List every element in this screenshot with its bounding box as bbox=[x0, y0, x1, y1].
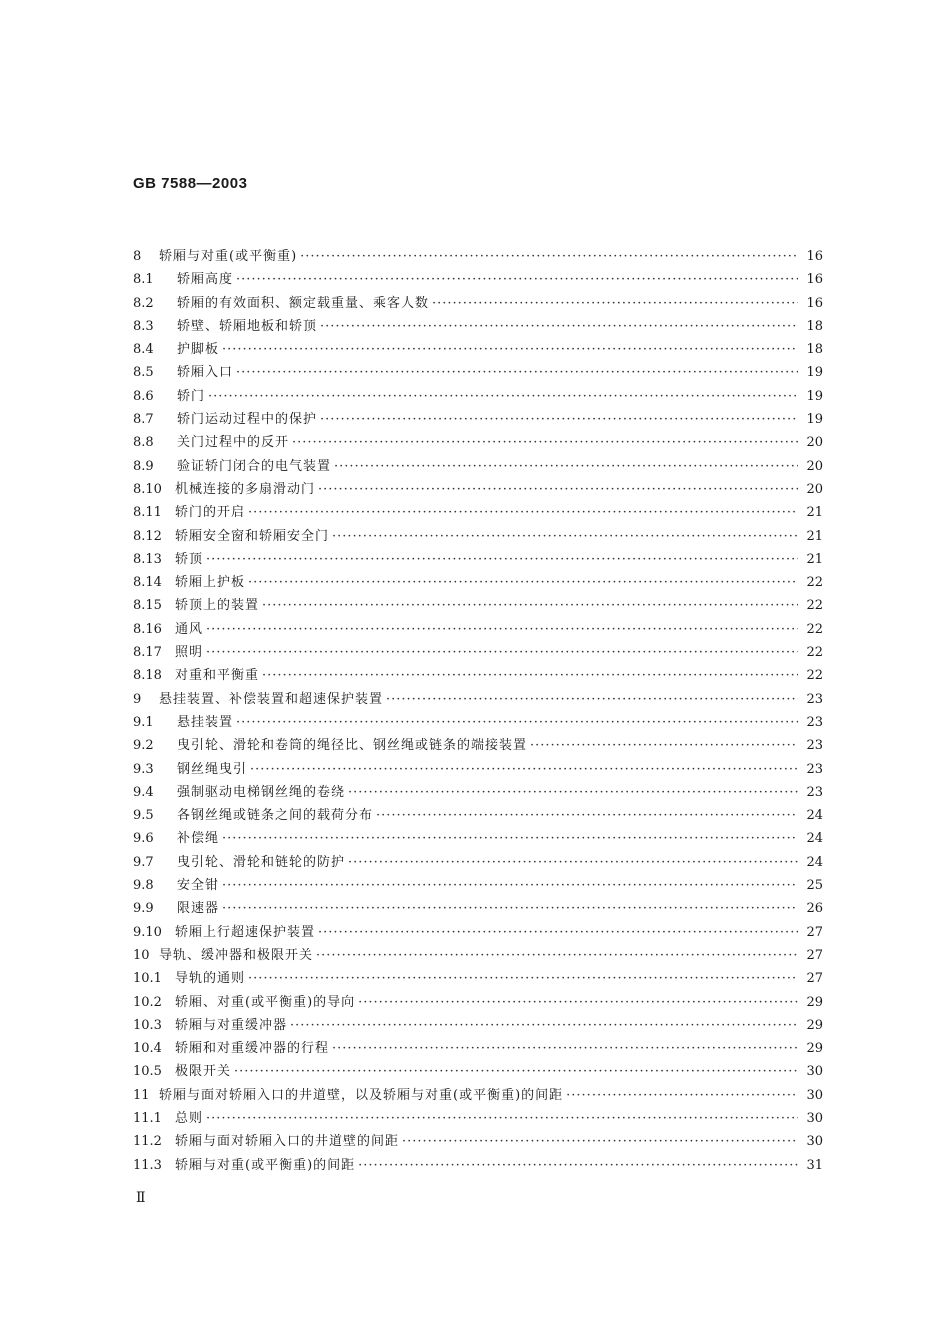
toc-entry-title: 照明 bbox=[175, 645, 204, 661]
toc-dot-leader bbox=[250, 762, 798, 777]
toc-entry[interactable] bbox=[133, 641, 823, 664]
toc-dot-leader bbox=[208, 389, 798, 404]
toc-entry-page: 23 bbox=[806, 691, 823, 707]
toc-entry-number: 8.11 bbox=[133, 505, 162, 521]
toc-entry-title: 轿壁、轿厢地板和轿顶 bbox=[177, 318, 318, 334]
toc-entry[interactable] bbox=[133, 1037, 823, 1060]
toc-entry-title: 机械连接的多扇滑动门 bbox=[175, 481, 316, 497]
toc-entry-title: 轿顶上的装置 bbox=[175, 598, 260, 614]
toc-entry-page: 24 bbox=[806, 831, 823, 847]
toc-entry-page: 21 bbox=[806, 528, 823, 544]
toc-dot-leader bbox=[566, 1088, 798, 1103]
toc-dot-leader bbox=[262, 668, 798, 683]
toc-dot-leader bbox=[320, 412, 798, 427]
toc-entry[interactable] bbox=[133, 921, 823, 944]
toc-entry-page: 25 bbox=[806, 878, 823, 894]
toc-entry-number: 10.4 bbox=[133, 1041, 162, 1057]
toc-entry-page: 16 bbox=[806, 249, 823, 264]
toc-entry[interactable] bbox=[133, 664, 823, 687]
toc-entry[interactable] bbox=[133, 897, 823, 920]
toc-entry-number: 9.4 bbox=[133, 784, 154, 800]
toc-entry-page: 31 bbox=[806, 1157, 823, 1173]
toc-entry-number: 8.1 bbox=[133, 272, 154, 288]
toc-entry-number: 8.10 bbox=[133, 481, 162, 497]
toc-entry-title: 关门过程中的反开 bbox=[177, 435, 290, 451]
toc-entry-title: 钢丝绳曳引 bbox=[177, 761, 248, 777]
toc-entry[interactable] bbox=[133, 385, 823, 408]
toc-dot-leader bbox=[206, 645, 798, 660]
toc-dot-leader bbox=[222, 901, 798, 916]
toc-dot-leader bbox=[318, 482, 798, 497]
toc-entry-number: 10.5 bbox=[133, 1064, 162, 1080]
toc-entry-page: 27 bbox=[806, 924, 823, 940]
toc-entry[interactable] bbox=[133, 268, 823, 291]
toc-entry-title: 轿门的开启 bbox=[175, 505, 246, 521]
toc-entry-title: 轿厢与面对轿厢入口的井道壁的间距 bbox=[175, 1134, 400, 1150]
toc-dot-leader bbox=[248, 505, 798, 520]
toc-entry-title: 轿厢与对重缓冲器 bbox=[175, 1017, 288, 1033]
toc-entry[interactable] bbox=[133, 1154, 823, 1177]
toc-entry[interactable] bbox=[133, 734, 823, 757]
toc-dot-leader bbox=[334, 459, 798, 474]
toc-entry-title: 极限开关 bbox=[175, 1064, 232, 1080]
toc-dot-leader bbox=[318, 925, 798, 940]
toc-dot-leader bbox=[222, 878, 798, 893]
toc-dot-leader bbox=[332, 1041, 798, 1056]
toc-entry-number: 8.17 bbox=[133, 645, 162, 661]
toc-entry-page: 19 bbox=[806, 365, 823, 381]
toc-dot-leader bbox=[386, 692, 798, 707]
toc-entry-page: 27 bbox=[806, 971, 823, 987]
toc-entry[interactable] bbox=[133, 525, 823, 548]
table-of-contents bbox=[133, 245, 823, 1177]
toc-entry-title: 曳引轮、滑轮和链轮的防护 bbox=[177, 854, 346, 870]
toc-entry-number: 8.8 bbox=[133, 435, 154, 451]
toc-entry-page: 23 bbox=[806, 738, 823, 754]
toc-entry[interactable] bbox=[133, 292, 823, 315]
toc-entry-number: 9.10 bbox=[133, 924, 162, 940]
toc-entry[interactable] bbox=[133, 711, 823, 734]
toc-entry-number: 8 bbox=[133, 249, 142, 264]
toc-entry-number: 9.6 bbox=[133, 831, 154, 847]
toc-entry-number: 11.1 bbox=[133, 1110, 162, 1126]
toc-dot-leader bbox=[222, 342, 798, 357]
toc-dot-leader bbox=[320, 319, 798, 334]
standard-number: GB 7588—2003 bbox=[133, 175, 248, 192]
toc-entry-number: 8.5 bbox=[133, 365, 154, 381]
toc-entry[interactable] bbox=[133, 1014, 823, 1037]
toc-entry-number: 8.3 bbox=[133, 318, 154, 334]
toc-entry[interactable] bbox=[133, 874, 823, 897]
toc-entry-number: 8.13 bbox=[133, 551, 162, 567]
toc-entry-number: 8.9 bbox=[133, 458, 154, 474]
toc-entry-page: 19 bbox=[806, 412, 823, 428]
toc-entry-number: 8.15 bbox=[133, 598, 162, 614]
toc-entry[interactable] bbox=[133, 618, 823, 641]
toc-dot-leader bbox=[206, 622, 798, 637]
toc-dot-leader bbox=[348, 855, 798, 870]
toc-entry-title: 轿厢入口 bbox=[177, 365, 234, 381]
toc-entry-number: 11.3 bbox=[133, 1157, 162, 1173]
toc-entry-title: 轿厢和对重缓冲器的行程 bbox=[175, 1041, 330, 1057]
toc-entry-number: 9.9 bbox=[133, 901, 154, 917]
toc-dot-leader bbox=[236, 715, 798, 730]
toc-entry-title: 轿门运动过程中的保护 bbox=[177, 412, 318, 428]
toc-dot-leader bbox=[206, 552, 798, 567]
toc-entry[interactable] bbox=[133, 1084, 823, 1107]
toc-entry-title: 轿厢与面对轿厢入口的井道壁，以及轿厢与对重(或平衡重)的间距 bbox=[159, 1087, 564, 1103]
toc-entry[interactable] bbox=[133, 245, 823, 268]
toc-dot-leader bbox=[248, 971, 798, 986]
toc-entry-page: 22 bbox=[806, 598, 823, 614]
toc-entry-title: 轿厢、对重(或平衡重)的导向 bbox=[175, 994, 356, 1010]
toc-dot-leader bbox=[206, 1111, 798, 1126]
toc-entry-page: 18 bbox=[806, 318, 823, 334]
toc-entry[interactable] bbox=[133, 967, 823, 990]
toc-entry-page: 16 bbox=[806, 295, 823, 311]
toc-entry-number: 9.2 bbox=[133, 738, 154, 754]
toc-entry-title: 轿厢与对重(或平衡重)的间距 bbox=[175, 1157, 356, 1173]
toc-entry-title: 强制驱动电梯钢丝绳的卷绕 bbox=[177, 784, 346, 800]
toc-dot-leader bbox=[236, 365, 798, 380]
toc-entry-page: 24 bbox=[806, 808, 823, 824]
toc-entry-page: 26 bbox=[806, 901, 823, 917]
toc-entry-title: 护脚板 bbox=[177, 342, 220, 358]
toc-entry-page: 21 bbox=[806, 551, 823, 567]
toc-entry-page: 30 bbox=[806, 1087, 823, 1103]
toc-entry-page: 24 bbox=[806, 854, 823, 870]
toc-entry-number: 8.14 bbox=[133, 575, 162, 591]
toc-dot-leader bbox=[234, 1064, 798, 1079]
toc-entry-page: 20 bbox=[806, 481, 823, 497]
toc-entry-number: 8.4 bbox=[133, 342, 154, 358]
toc-entry[interactable] bbox=[133, 478, 823, 501]
toc-dot-leader bbox=[236, 272, 798, 287]
toc-entry-page: 29 bbox=[806, 994, 823, 1010]
toc-dot-leader bbox=[348, 785, 798, 800]
toc-entry[interactable] bbox=[133, 361, 823, 384]
toc-entry-title: 悬挂装置、补偿装置和超速保护装置 bbox=[159, 691, 384, 707]
toc-entry[interactable] bbox=[133, 548, 823, 571]
toc-entry-page: 20 bbox=[806, 458, 823, 474]
toc-entry-title: 各钢丝绳或链条之间的载荷分布 bbox=[177, 808, 374, 824]
toc-entry-number: 8.16 bbox=[133, 621, 162, 637]
toc-entry[interactable] bbox=[133, 1130, 823, 1153]
toc-entry-title: 限速器 bbox=[177, 901, 220, 917]
toc-entry-number: 8.6 bbox=[133, 388, 154, 404]
toc-entry-title: 安全钳 bbox=[177, 878, 220, 894]
toc-entry-title: 悬挂装置 bbox=[177, 714, 234, 730]
toc-entry-title: 补偿绳 bbox=[177, 831, 220, 847]
toc-dot-leader bbox=[376, 808, 798, 823]
page-folio: Ⅱ bbox=[136, 1190, 146, 1206]
toc-dot-leader bbox=[358, 995, 798, 1010]
toc-dot-leader bbox=[402, 1134, 798, 1149]
toc-entry-number: 8.18 bbox=[133, 668, 162, 684]
toc-entry-number: 9.7 bbox=[133, 854, 154, 870]
toc-entry-title: 轿厢上行超速保护装置 bbox=[175, 924, 316, 940]
toc-entry-title: 轿厢高度 bbox=[177, 272, 234, 288]
toc-entry[interactable] bbox=[133, 827, 823, 850]
toc-dot-leader bbox=[316, 948, 798, 963]
toc-entry-number: 10.2 bbox=[133, 994, 162, 1010]
toc-entry-page: 29 bbox=[806, 1017, 823, 1033]
toc-entry-page: 30 bbox=[806, 1134, 823, 1150]
toc-entry[interactable] bbox=[133, 408, 823, 431]
toc-entry-page: 30 bbox=[806, 1064, 823, 1080]
toc-dot-leader bbox=[432, 296, 798, 311]
toc-entry-number: 11.2 bbox=[133, 1134, 162, 1150]
toc-entry-number: 9 bbox=[133, 691, 142, 707]
toc-entry-page: 16 bbox=[806, 272, 823, 288]
toc-entry-number: 8.12 bbox=[133, 528, 162, 544]
toc-entry-number: 9.1 bbox=[133, 714, 154, 730]
toc-dot-leader bbox=[300, 249, 798, 264]
toc-entry-page: 22 bbox=[806, 668, 823, 684]
toc-dot-leader bbox=[358, 1158, 798, 1173]
toc-entry-title: 轿厢与对重(或平衡重) bbox=[159, 249, 298, 264]
toc-entry-page: 29 bbox=[806, 1041, 823, 1057]
toc-entry-title: 曳引轮、滑轮和卷筒的绳径比、钢丝绳或链条的端接装置 bbox=[177, 738, 528, 754]
toc-entry-page: 23 bbox=[806, 784, 823, 800]
toc-entry-title: 导轨的通则 bbox=[175, 971, 246, 987]
toc-entry[interactable] bbox=[133, 501, 823, 524]
toc-entry-number: 10.1 bbox=[133, 971, 162, 987]
toc-entry-page: 22 bbox=[806, 575, 823, 591]
toc-entry-number: 9.3 bbox=[133, 761, 154, 777]
toc-entry-title: 轿顶 bbox=[175, 551, 204, 567]
toc-entry-page: 23 bbox=[806, 714, 823, 730]
toc-entry-title: 轿厢安全窗和轿厢安全门 bbox=[175, 528, 330, 544]
toc-entry[interactable] bbox=[133, 594, 823, 617]
toc-dot-leader bbox=[262, 598, 798, 613]
toc-entry-page: 20 bbox=[806, 435, 823, 451]
toc-dot-leader bbox=[332, 529, 798, 544]
toc-entry-page: 21 bbox=[806, 505, 823, 521]
toc-entry-title: 轿厢上护板 bbox=[175, 575, 246, 591]
toc-entry-page: 22 bbox=[806, 621, 823, 637]
toc-entry-title: 导轨、缓冲器和极限开关 bbox=[159, 947, 314, 963]
toc-entry-number: 9.5 bbox=[133, 808, 154, 824]
toc-entry-title: 对重和平衡重 bbox=[175, 668, 260, 684]
toc-entry[interactable] bbox=[133, 431, 823, 454]
toc-entry-page: 23 bbox=[806, 761, 823, 777]
toc-entry-title: 总则 bbox=[175, 1110, 204, 1126]
toc-entry[interactable] bbox=[133, 315, 823, 338]
toc-dot-leader bbox=[248, 575, 798, 590]
toc-entry[interactable] bbox=[133, 804, 823, 827]
toc-entry[interactable] bbox=[133, 944, 823, 967]
toc-entry-number: 8.2 bbox=[133, 295, 154, 311]
toc-entry-title: 轿厢的有效面积、额定载重量、乘客人数 bbox=[177, 295, 430, 311]
toc-entry-number: 11 bbox=[133, 1087, 150, 1103]
toc-entry-page: 30 bbox=[806, 1110, 823, 1126]
toc-entry[interactable] bbox=[133, 758, 823, 781]
toc-entry-number: 9.8 bbox=[133, 878, 154, 894]
toc-entry-number: 8.7 bbox=[133, 412, 154, 428]
toc-dot-leader bbox=[292, 435, 798, 450]
toc-entry-page: 19 bbox=[806, 388, 823, 404]
toc-entry-number: 10.3 bbox=[133, 1017, 162, 1033]
toc-entry[interactable] bbox=[133, 688, 823, 711]
toc-entry[interactable] bbox=[133, 1060, 823, 1083]
toc-dot-leader bbox=[530, 738, 798, 753]
toc-entry-title: 通风 bbox=[175, 621, 204, 637]
toc-entry-page: 18 bbox=[806, 342, 823, 358]
toc-dot-leader bbox=[222, 831, 798, 846]
toc-entry-page: 22 bbox=[806, 645, 823, 661]
toc-entry[interactable] bbox=[133, 1107, 823, 1130]
toc-entry-number: 10 bbox=[133, 947, 150, 963]
toc-entry-title: 验证轿门闭合的电气装置 bbox=[177, 458, 332, 474]
toc-entry[interactable] bbox=[133, 851, 823, 874]
toc-entry-title: 轿门 bbox=[177, 388, 206, 404]
toc-dot-leader bbox=[290, 1018, 798, 1033]
toc-entry[interactable] bbox=[133, 781, 823, 804]
toc-entry[interactable] bbox=[133, 571, 823, 594]
toc-entry[interactable] bbox=[133, 455, 823, 478]
toc-entry[interactable] bbox=[133, 338, 823, 361]
toc-entry-page: 27 bbox=[806, 947, 823, 963]
toc-entry[interactable] bbox=[133, 991, 823, 1014]
